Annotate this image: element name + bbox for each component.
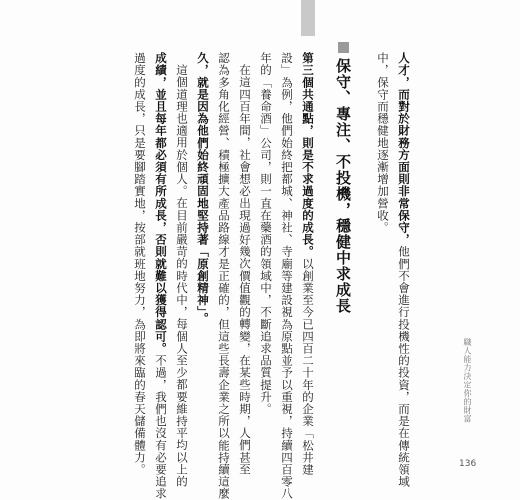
text-column: 過度的成長，只是要腳踏實地，按部就班地努力，為即將來臨的春天儲備體力。 xyxy=(133,52,147,476)
page-number: 136 xyxy=(459,459,477,469)
page-edge-tab xyxy=(301,0,315,36)
heading-text: 保守、專注、不投機，穩健中求成長 xyxy=(334,58,352,314)
text-column: 設」為例，他們始終把都城、神社、寺廟等建設視為原點並予以重視，持續四百零八 xyxy=(280,52,294,500)
section-heading xyxy=(333,42,354,314)
text-column: 年的「養命酒」公司，則一直在藥酒的領域中，不斷追求品質提升。 xyxy=(259,52,273,415)
text-column: 久，就是因為他們始終頑固地堅持著「原創精神」。 xyxy=(196,52,210,325)
running-header: 職人能力決定你的財富 xyxy=(463,338,472,423)
heading-square-icon xyxy=(338,42,349,53)
text-column: 認為多角化經營、積極擴大產品路線才是正確的，但這些長壽企業之所以能持續這麼 xyxy=(217,52,231,500)
text-column: 人才，而對於財務方面則非常保守，他們不會進行投機性的投資，而是在傳統領域 xyxy=(397,52,411,488)
text-column: 在這四百年間，社會想必出現過好幾次價值觀的轉變，在某些時期，人們甚至 xyxy=(238,64,252,476)
text-column: 這個道理也適用於個人。在目前嚴苛的時代中，每個人至少都要維持平均以上的 xyxy=(175,64,189,488)
text-column: 中，保守而穩健地逐漸增加營收。 xyxy=(376,52,390,234)
text-column: 第三個共通點，則是不求過度的成長。以創業至今已四百二十年的企業「松井建 xyxy=(301,52,315,476)
text-column: 成績，並且每年都必須有所成長，否則就難以獲得認可。不過，我們也沒有必要追求 xyxy=(154,52,168,500)
